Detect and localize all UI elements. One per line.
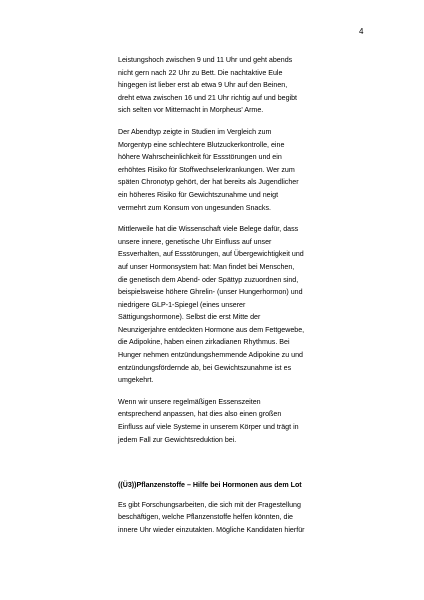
text-line: sich selten vor Mitternacht in Morpheus' Arme. bbox=[118, 106, 264, 115]
text-line: dreht etwa zwischen 16 und 21 Uhr richtig auf und begibt bbox=[118, 93, 298, 102]
paragraph-5 bbox=[118, 499, 350, 537]
text-line: Hunger nehmen entzündungshemmende Adipokine zu und bbox=[118, 351, 303, 360]
section-heading: ((Ü3))Pflanzenstoffe – Hilfe bei Hormonen aus dem Lot bbox=[118, 481, 302, 490]
text-line: erhöhtes Risiko für Stoffwechselerkrankungen. Wer zum bbox=[118, 165, 295, 174]
text-line: die Adipokine, haben einen zirkadianen Rhythmus. Bei bbox=[118, 338, 290, 347]
text-line: unsere innere, genetische Uhr Einfluss auf unser bbox=[118, 237, 272, 246]
text-line: entsprechend anpassen, hat dies also einen großen bbox=[118, 410, 282, 419]
text-line: Neunzigerjahre entdeckten Hormone aus dem Fettgewebe, bbox=[118, 325, 305, 334]
text-line: hingegen ist lieber erst ab etwa 9 Uhr auf den Beinen, bbox=[118, 81, 288, 90]
paragraph-1 bbox=[118, 54, 350, 117]
text-line: entzündungsfördernde ab, bei Gewichtszunahme ist es bbox=[118, 363, 292, 372]
text-line: Morgentyp eine schlechtere Blutzuckerkontrolle, eine bbox=[118, 140, 285, 149]
text-line: jedem Fall zur Gewichtsreduktion bei. bbox=[118, 435, 237, 444]
text-line: höhere Wahrscheinlichkeit für Essstörungen und ein bbox=[118, 153, 282, 162]
paragraph-3 bbox=[118, 223, 350, 387]
paragraph-4 bbox=[118, 396, 350, 446]
text-line: Einfluss auf viele Systeme in unserem Körper und trägt in bbox=[118, 423, 299, 432]
text-line: beispielsweise höhere Ghrelin- (unser Hungerhormon) und bbox=[118, 288, 303, 297]
text-line: vermehrt zum Konsum von ungesunden Snacks. bbox=[118, 203, 271, 212]
paragraph-2 bbox=[118, 126, 350, 214]
document-body bbox=[118, 54, 350, 546]
text-line: Es gibt Forschungsarbeiten, die sich mit der Fragestellung bbox=[118, 500, 301, 509]
text-line: niedrigere GLP-1-Spiegel (eines unserer bbox=[118, 300, 246, 309]
text-line: Wenn wir unsere regelmäßigen Essenszeiten bbox=[118, 397, 261, 406]
text-line: die genetisch dem Abend- oder Spättyp zuzuordnen sind, bbox=[118, 275, 299, 284]
text-line: späten Chronotyp gehört, der hat bereits als Jugendlicher bbox=[118, 178, 299, 187]
text-line: Mittlerweile hat die Wissenschaft viele Belege dafür, dass bbox=[118, 225, 299, 234]
text-line: nicht gern nach 22 Uhr zu Bett. Die nachtaktive Eule bbox=[118, 68, 283, 77]
text-line: Der Abendtyp zeigte in Studien im Vergleich zum bbox=[118, 127, 272, 136]
text-line: innere Uhr wieder einzutakten. Mögliche Kandidaten hierfür bbox=[118, 526, 305, 534]
section-spacer bbox=[118, 455, 350, 479]
page-number: 4 bbox=[359, 27, 364, 36]
text-line: beschäftigen, welche Pflanzenstoffe helfen könnten, die bbox=[118, 513, 293, 522]
text-line: umgekehrt. bbox=[118, 376, 154, 385]
text-line: Sättigungshormone). Selbst die erst Mitte der bbox=[118, 313, 261, 322]
text-line: Essverhalten, auf Essstörungen, auf Übergewichtigkeit und bbox=[118, 250, 304, 259]
text-line: ein höheres Risiko für Gewichtszunahme und neigt bbox=[118, 190, 279, 199]
text-line: auf unser Hormonsystem hat: Man findet bei Menschen, bbox=[118, 262, 295, 271]
text-line: Leistungshoch zwischen 9 und 11 Uhr und geht abends bbox=[118, 56, 293, 64]
